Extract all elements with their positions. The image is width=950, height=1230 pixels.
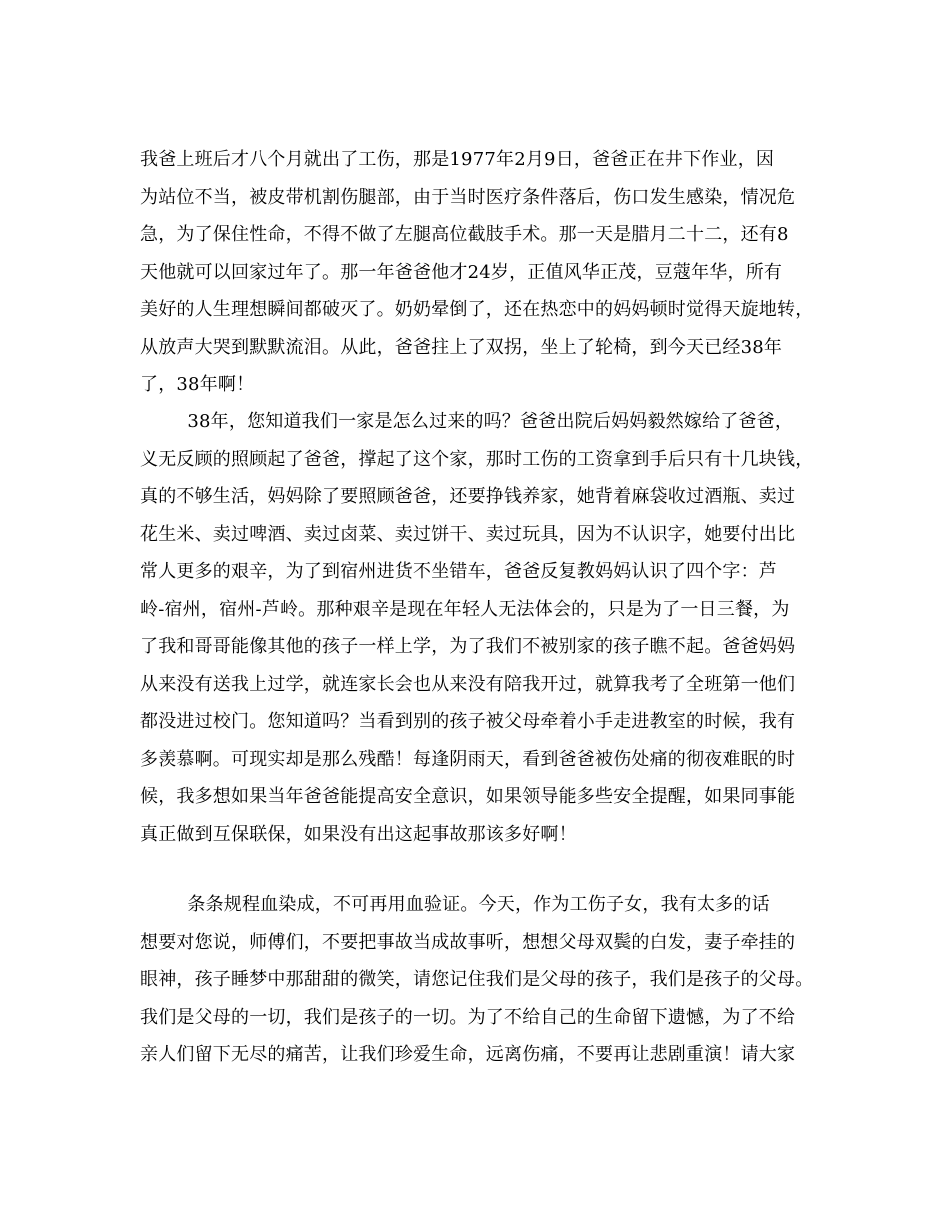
text-line: 从来没有送我上过学，就连家长会也从来没有陪我开过，就算我考了全班第一他们 xyxy=(140,673,796,695)
text-line: 候，我多想如果当年爸爸能提高安全意识，如果领导能多些安全提醒，如果同事能 xyxy=(140,786,796,807)
text-line: 花生米、卖过啤酒、卖过卤菜、卖过饼干、卖过玩具，因为不认识字，她要付出比 xyxy=(140,523,796,545)
text-line: 多羡慕啊。可现实却是那么残酷！每逢阴雨天，看到爸爸被伤处痛的彻夜难眠的时 xyxy=(140,748,796,770)
text-line: 了，38年啊！ xyxy=(140,374,255,395)
text-line: 急，为了保住性命，不得不做了左腿高位截肢手术。那一天是腊月二十二，还有8 xyxy=(140,224,789,245)
text-line: 天他就可以回家过年了。那一年爸爸他才24岁，正值风华正茂，豆蔻年华，所有 xyxy=(140,261,783,283)
text-line: 义无反顾的照顾起了爸爸，撑起了这个家，那时工伤的工资拿到手后只有十几块钱， xyxy=(140,448,814,470)
text-line: 从放声大哭到默默流泪。从此，爸爸拄上了双拐，坐上了轮椅，到今天已经38年 xyxy=(140,336,783,358)
text-line: 岭-宿州，宿州-芦岭。那种艰辛是现在年轻人无法体会的，只是为了一日三餐，为 xyxy=(140,598,790,620)
text-line: 我爸上班后才八个月就出了工伤，那是1977年2月9日，爸爸正在井下作业，因 xyxy=(140,149,775,170)
paragraph-1 xyxy=(140,141,813,404)
text-line: 为站位不当，被皮带机割伤腿部，由于当时医疗条件落后，伤口发生感染，情况危 xyxy=(140,186,796,208)
text-line: 了我和哥哥能像其他的孩子一样上学，为了我们不被别家的孩子瞧不起。爸爸妈妈 xyxy=(140,636,796,657)
text-line: 38年，您知道我们一家是怎么过来的吗？爸爸出院后妈妈毅然嫁给了爸爸， xyxy=(140,411,794,432)
text-line: 眼神，孩子睡梦中那甜甜的微笑，请您记住我们是父母的孩子，我们是孩子的父母。 xyxy=(140,969,814,990)
text-line: 都没进过校门。您知道吗？当看到别的孩子被父母牵着小手走进教室的时候，我有 xyxy=(140,711,796,732)
text-line: 真正做到互保联保，如果没有出这起事故那该多好啊！ xyxy=(140,823,577,845)
text-line: 条条规程血染成，不可再用血验证。今天，作为工伤子女，我有太多的话 xyxy=(140,894,770,915)
text-line: 想要对您说，师傅们，不要把事故当成故事听，想想父母双鬓的白发，妻子牵挂的 xyxy=(140,931,796,953)
text-line: 真的不够生活，妈妈除了要照顾爸爸，还要挣钱养家，她背着麻袋收过酒瓶、卖过 xyxy=(140,486,796,507)
text-line: 亲人们留下无尽的痛苦，让我们珍爱生命，远离伤痛，不要再让悲剧重演！请大家 xyxy=(140,1044,796,1065)
text-line: 常人更多的艰辛，为了到宿州进货不坐错车，爸爸反复教妈妈认识了四个字：芦 xyxy=(140,561,777,582)
paragraph-3 xyxy=(140,886,813,1074)
paragraph-2 xyxy=(140,403,813,853)
text-line: 美好的人生理想瞬间都破灭了。奶奶晕倒了，还在热恋中的妈妈顿时觉得天旋地转， xyxy=(140,299,814,320)
text-line: 我们是父母的一切，我们是孩子的一切。为了不给自己的生命留下遗憾，为了不给 xyxy=(140,1006,796,1028)
